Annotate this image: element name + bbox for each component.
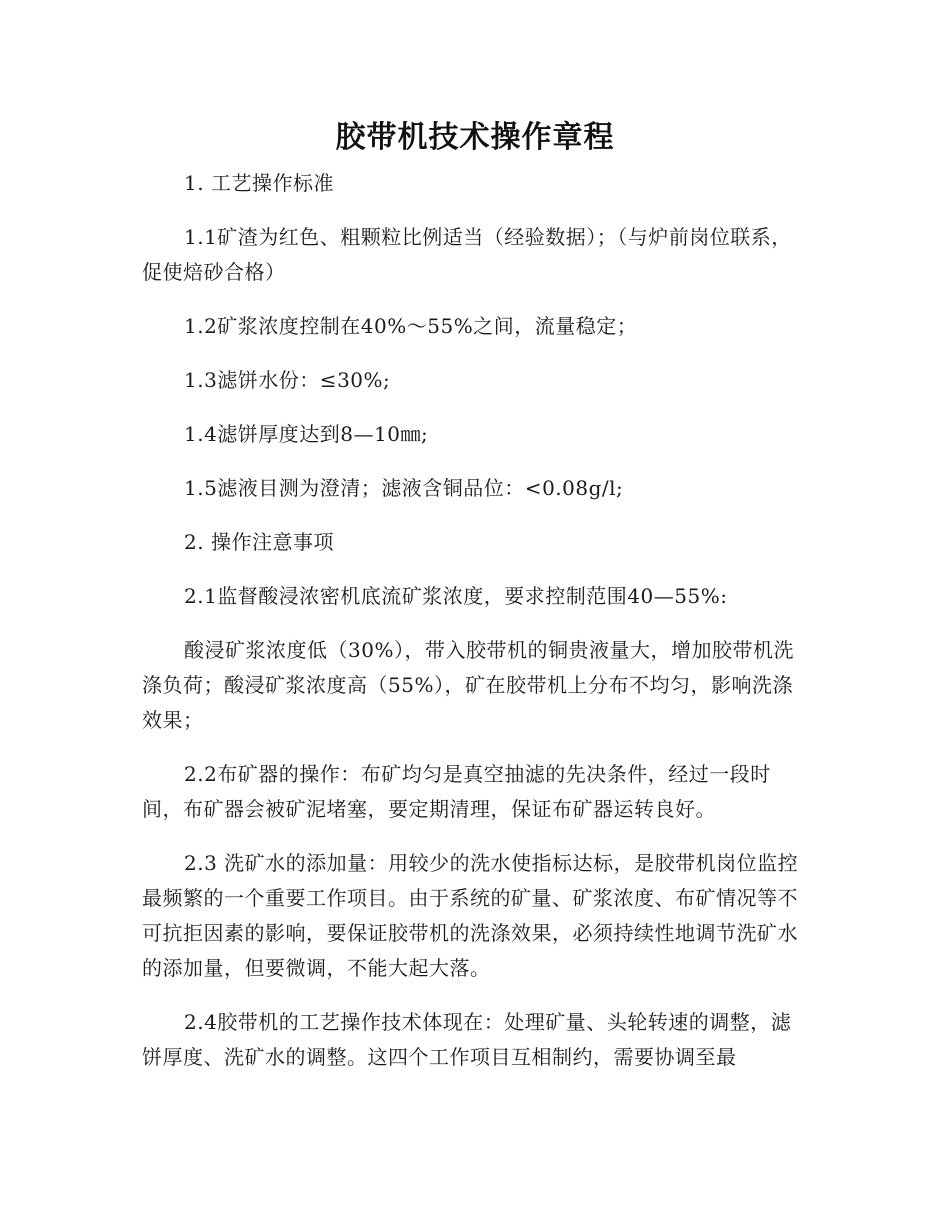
paragraph: 1.2矿浆浓度控制在40%～55%之间，流量稳定；: [184, 314, 638, 338]
paragraph: 2.4胶带机的工艺操作技术体现在：处理矿量、头轮转速的调整，滤饼厚度、洗矿水的调整。这四个工作项目互相制约，需要协调至最: [142, 1010, 792, 1069]
paragraph: 2.1监督酸浸浓密机底流矿浆浓度，要求控制范围40—55%:: [184, 584, 728, 608]
paragraph: 1.3滤饼水份：≤30%;: [184, 368, 391, 392]
paragraph: 1.4滤饼厚度达到8—10㎜;: [184, 422, 429, 446]
paragraph: 2.2布矿器的操作：布矿均匀是真空抽滤的先决条件，经过一段时间，布矿器会被矿泥堵塞，要定期清理，保证布矿器运转良好。: [142, 762, 771, 821]
paragraph: 2.3 洗矿水的添加量：用较少的洗水使指标达标，是胶带机岗位监控最频繁的一个重要工作项目。由于系统的矿量、矿浆浓度、布矿情况等不可抗拒因素的影响，要保证胶带机的洗涤效果，必须持续性地调节洗矿水的添加量，但要微调，不能大起大落。: [142, 851, 799, 980]
paragraph: 1.5滤液目测为澄清；滤液含铜品位：<0.08g/l;: [184, 476, 624, 500]
section-heading: 1. 工艺操作标准: [184, 171, 334, 195]
document-body: [142, 166, 810, 1094]
section-heading: 2. 操作注意事项: [184, 530, 334, 554]
paragraph: 1.1矿渣为红色、粗颗粒比例适当（经验数据）；（与炉前岗位联系，促使焙砂合格）: [142, 225, 792, 284]
paragraph: 酸浸矿浆浓度低（30%），带入胶带机的铜贵液量大，增加胶带机洗涤负荷；酸浸矿浆浓度高（55%），矿在胶带机上分布不均匀，影响洗涤效果；: [142, 638, 794, 732]
page-title: 胶带机技术操作章程: [335, 120, 615, 155]
